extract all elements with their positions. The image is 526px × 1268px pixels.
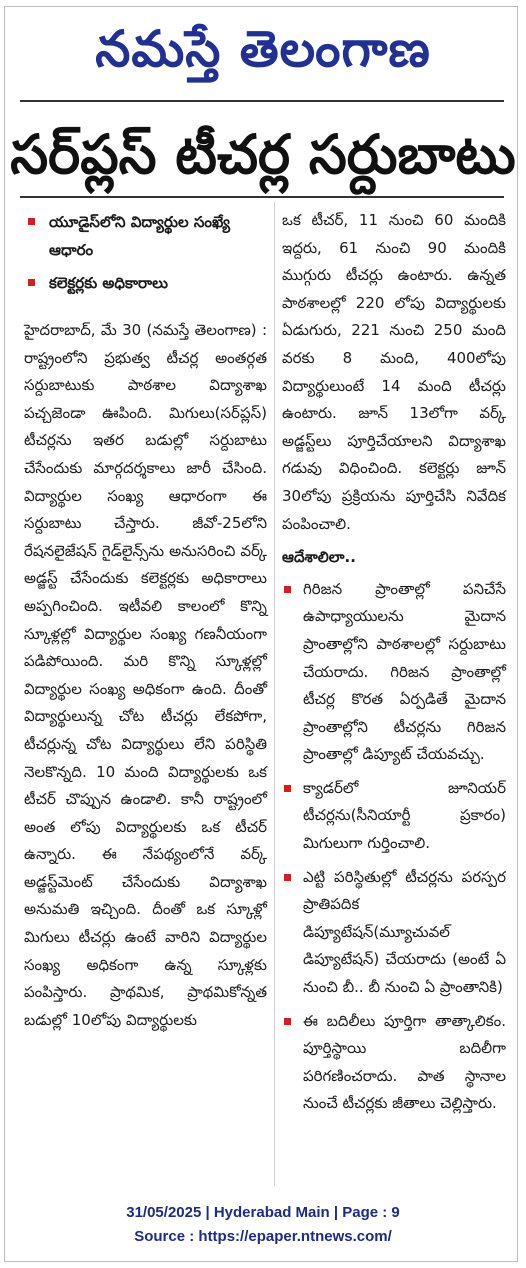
square-bullet-icon — [284, 586, 291, 593]
article-left-column — [24, 317, 267, 1034]
square-bullet-icon — [28, 218, 35, 225]
order-item — [282, 864, 506, 1002]
order-item — [282, 576, 506, 769]
order-item — [282, 775, 506, 858]
footer-source-link[interactable]: Source : https://epaper.ntnews.com/ — [134, 1228, 392, 1245]
highlight-bullet-text: యూడైస్‌లోని విద్యార్థుల సంఖ్యే ఆధారం — [49, 213, 230, 259]
square-bullet-icon — [284, 874, 291, 881]
headline-divider — [20, 196, 504, 198]
order-item — [282, 1008, 506, 1118]
highlight-bullet — [24, 269, 269, 297]
footer-edition-line: 31/05/2025 | Hyderabad Main | Page : 9 — [126, 1204, 400, 1221]
order-item-text: గిరిజన ప్రాంతాల్లో పనిచేసే ఉపాధ్యాయులను మైదాన ప్రాంతాల్లోని పాఠశాలల్లో సర్దుబాటు చేయరాదు. గిరిజన ప్రాంతాల్లో టీచర్ల కొరత ఏర్పడితే మైదాన ప్రాంతాల్లోని టీచర్లను గిరిజన ప్రాంతాల్లో డిప్యూట్ చేయవచ్చు. — [303, 579, 506, 764]
masthead-divider — [20, 100, 504, 102]
article-headline: సర్‌ప్లస్ టీచర్ల సర్దుబాటు — [10, 123, 516, 186]
square-bullet-icon — [28, 279, 35, 286]
highlight-bullets — [24, 208, 269, 302]
highlight-bullet-text: కలెక్టర్లకు అధికారాలు — [49, 274, 168, 292]
highlight-bullet — [24, 208, 269, 264]
square-bullet-icon — [284, 785, 291, 792]
article-body-right: ఒక టీచర్, 11 నుంచి 60 మందికి ఇద్దరు, 61 నుంచి 90 మందికి ముగ్గురు టీచర్లు ఉంటారు. ఉన్నత పాఠశాలల్లో 220 లోపు విద్యార్థులకు ఏడుగురు, 221 నుంచి 250 మంది వరకు 8 మంది, 400లోపు విద్యార్థులుంటే 14 మంది టీచర్లు ఉంటారు. జూన్ 13లోగా వర్క్ అడ్జస్ట్‌లు పూర్తిచేయాలని విద్యాశాఖ గడువు విధించింది. కలెక్టర్లు జూన్ 30లోపు ప్రక్రియను పూర్తిచేసి నివేదిక పంపించాలి. — [282, 211, 506, 533]
article-right-column — [282, 207, 506, 1124]
order-item-text: క్యాడర్‌లో జూనియర్ టీచర్లను(సీనియార్టీ ప్రకారం) మిగులుగా గుర్తించాలి. — [303, 778, 506, 853]
orders-subheading: ఆదేశాలిలా.. — [282, 548, 356, 567]
square-bullet-icon — [284, 1018, 291, 1025]
article-body-left: హైదరాబాద్, మే 30 (నమస్తే తెలంగాణ) : రాష్ట్రంలోని ప్రభుత్వ టీచర్ల అంతర్గత సర్దుబాటుకు పాఠశాల విద్యాశాఖ పచ్చజెండా ఊపింది. మిగులు(సర్‌ప్లస్) టీచర్లను ఇతర బడుల్లో సర్దుబాటు చేసేందుకు మార్గదర్శకాలు జారీ చేసింది. విద్యార్థుల సంఖ్య ఆధారంగా ఈ సర్దుబాటు చేస్తారు. జీవో-25లోని రేషనలైజేషన్ గైడ్‌లైన్స్‌ను అనుసరించి వర్క్ అడ్జస్ట్ చేసేందుకు కలెక్టర్లకు అధికారాలు అప్పగించింది. ఇటీవలి కాలంలో కొన్ని స్కూళ్లల్లో విద్యార్థుల సంఖ్య గణనీయంగా పడిపోయింది. మరి కొన్ని స్కూళ్లల్లో విద్యార్థుల సంఖ్య అధికంగా ఉంది. దీంతో విద్యార్థులున్న చోట టీచర్లు లేకపోగా, టీచర్లున్న చోట విద్యార్థులు లేని పరిస్థితి నెలకొన్నది. 10 మంది విద్యార్థులకు ఒక టీచర్ చొప్పున ఉండాలి. కానీ రాష్ట్రంలో అంత లోపు విద్యార్థులకు ఒక టీచర్ ఉన్నారు. ఈ నేపథ్యంలోనే వర్క్ అడ్జస్ట్‌మెంట్ చేసేందుకు విద్యాశాఖ అనుమతి ఇచ్చింది. దీంతో ఒక స్కూళ్లో మిగులు టీచర్లు ఉంటే వారిని విద్యార్థుల సంఖ్య అధికంగా ఉన్న స్కూళ్లకు పంపిస్తారు. ప్రాథమిక, ప్రాథమికోన్నత బడుల్లో 10లోపు విద్యార్థులకు — [24, 321, 267, 1029]
order-item-text: ఎట్టి పరిస్థితుల్లో టీచర్లను పరస్పర ప్రాతిపదిక డిప్యూటేషన్(మ్యూచువల్ డిప్యూటేషన్) చేయరాదు (అంటే ఏ నుంచి బీ.. బీ నుంచి ఏ ప్రాంతానికి) — [303, 867, 506, 997]
newspaper-masthead: నమస్తే తెలంగాణ — [95, 20, 431, 78]
order-item-text: ఈ బదిలీలు పూర్తిగా తాత్కాలికం. పూర్తిస్థాయి బదిలీగా పరిగణించరాదు. పాత స్థానాల నుంచే టీచర్లకు జీతాలు చెల్లిస్తారు. — [303, 1011, 506, 1113]
column-divider — [274, 202, 275, 1186]
